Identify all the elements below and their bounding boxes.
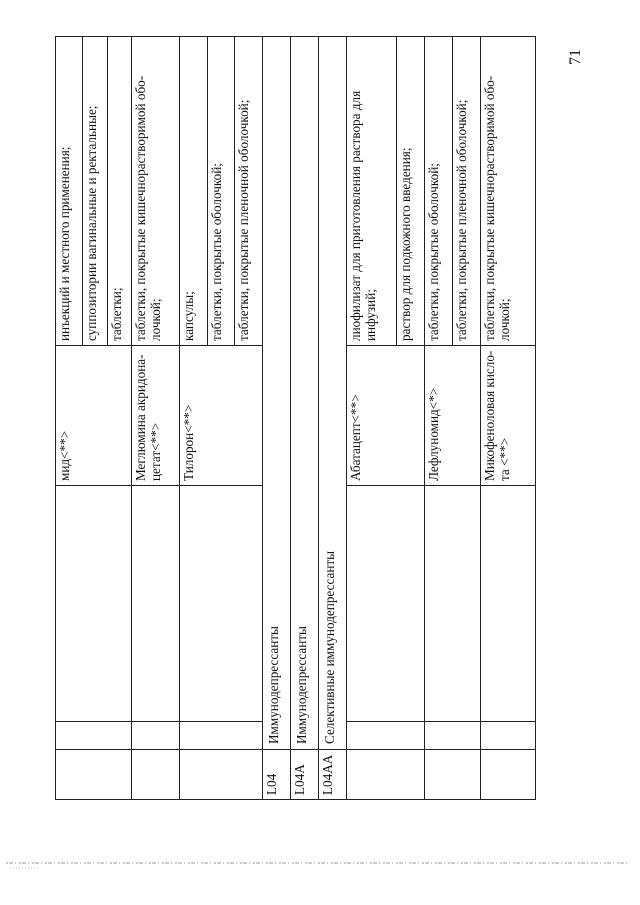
code-cell [180,750,263,800]
drug-name-cell: Меглюмина акридона-цетат<**> [132,346,180,486]
group-cell [347,722,425,750]
table-row [180,37,208,800]
form-cell: таблетки, покрытые кишечнорастворимой обо-лочкой; [481,37,536,346]
form-cell: таблетки, покрытые оболочкой; [425,37,453,346]
code-cell: L04 [263,750,291,800]
form-cell: капсулы; [180,37,208,346]
table-row [347,37,397,800]
drug-name-cell: Лефлуномид<*> [425,346,481,486]
drug-name-cell: мид<**> [56,346,132,486]
group-name-cell [132,486,180,722]
code-cell [132,750,180,800]
group-name-cell: Иммунодепрессанты [263,37,291,750]
form-cell: таблетки, покрытые кишечнорастворимой обо-лочкой; [132,37,180,346]
rotated-table-container [55,37,512,800]
table-row [481,37,536,800]
group-name-cell [425,486,481,722]
form-cell: таблетки, покрытые пленочной оболочкой; [235,37,263,346]
group-cell [425,722,481,750]
form-cell: суппозитории вагинальные и ректальные; [83,37,108,346]
group-name-cell: Селективные иммунодепрессанты [319,37,347,750]
table-row [263,37,291,800]
group-cell [56,722,132,750]
page-number: 71 [567,49,584,65]
table-row [291,37,319,800]
table-row [132,37,180,800]
table-row [425,37,453,800]
group-name-cell [56,486,132,722]
form-cell: таблетки; [108,37,132,346]
drug-name-cell: Абатацепт<**> [347,346,425,486]
form-cell: раствор для подкожного введения; [397,37,425,346]
form-cell: инъекций и местного применения; [56,37,83,346]
table-row [56,37,83,800]
drug-table [55,36,536,800]
code-cell [425,750,481,800]
group-cell [180,722,263,750]
scan-noise [0,857,640,873]
drug-name-cell: Тилорон<**> [180,346,263,486]
code-cell: L04A [291,750,319,800]
form-cell: лиофилизат для приготовления раствора для инфузий; [347,37,397,346]
code-cell [56,750,132,800]
drug-name-cell: Микофеноловая кисло-та <**> [481,346,536,486]
group-cell [481,722,536,750]
table-row [319,37,347,800]
code-cell [347,750,425,800]
form-cell: таблетки, покрытые пленочной оболочкой; [453,37,481,346]
form-cell: таблетки, покрытые оболочкой; [208,37,235,346]
group-name-cell [180,486,263,722]
group-cell [132,722,180,750]
code-cell [481,750,536,800]
group-name-cell [481,486,536,722]
code-cell: L04AA [319,750,347,800]
group-name-cell: Иммунодепрессанты [291,37,319,750]
group-name-cell [347,486,425,722]
